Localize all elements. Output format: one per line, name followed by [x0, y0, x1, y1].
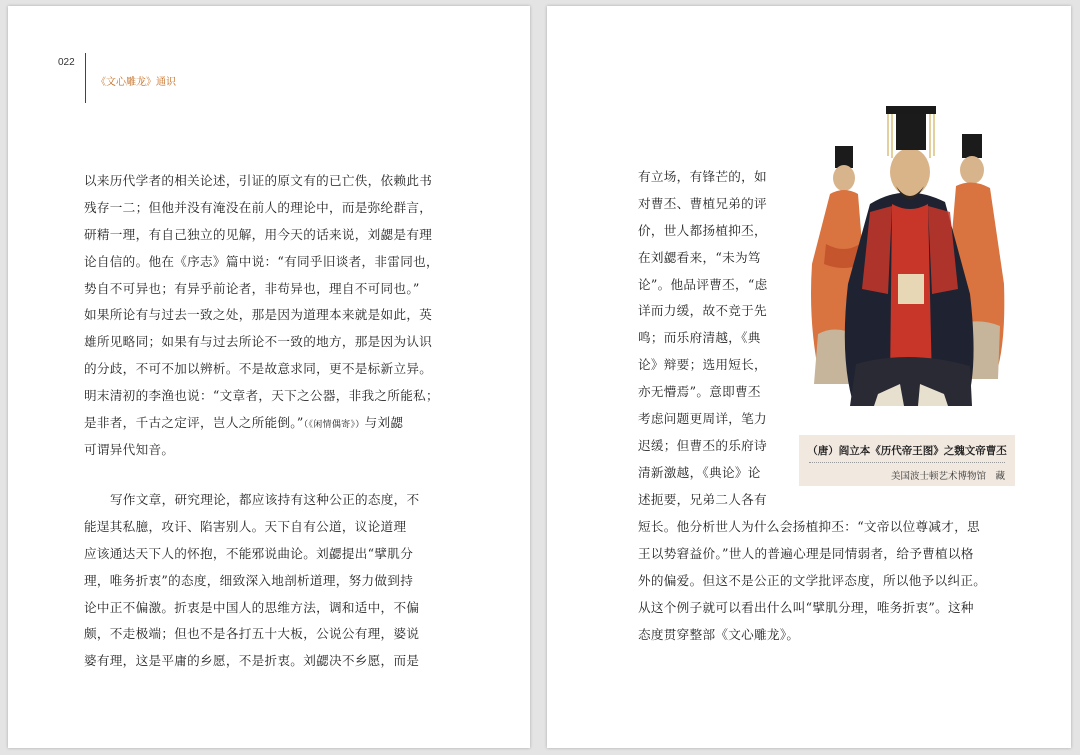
text-line: [84, 410, 439, 437]
right-page: [547, 6, 1071, 748]
text-line: 王以势窘益价。”世人的普遍心理是同情弱者，给予曹植以格: [638, 545, 974, 561]
text-line: 论”。他品评曹丕，“虑: [638, 276, 768, 292]
text-line: 颇，不走极端；但也不是各打五十大板，公说公有理，婆说: [84, 626, 420, 642]
page-number: 022: [58, 57, 75, 68]
text-fragment: 与刘勰: [364, 415, 404, 431]
caption-credit: 美国波士顿艺术博物馆 藏: [890, 471, 1005, 482]
text-line: 研精一理，有自己独立的见解，用今天的话来说，刘勰是有理: [84, 226, 433, 242]
right-paragraph-1: [638, 164, 768, 514]
text-line: 述扼要，兄弟二人各有: [638, 491, 767, 507]
text-line: 以来历代学者的相关论述，引证的原文有的已亡佚，依赖此书: [84, 173, 433, 188]
text-fragment: 是非者，千古之定评，岂人之所能倒。”: [84, 415, 304, 431]
text-line: 写作文章，研究理论，都应该持有这种公正的态度，不: [110, 492, 420, 507]
text-line: 在刘勰看来，“未为笃: [638, 249, 761, 265]
emperor-figure: [845, 106, 974, 406]
running-head: 《文心雕龙》通识: [96, 77, 176, 88]
text-line: 雄所见略同；如果有与过去所论不一致的地方，那是因为认识: [84, 334, 433, 350]
text-line: 理，唯务折衷”的态度，细致深入地剖析道理，努力做到持: [84, 572, 414, 588]
text-line: 外的偏爱。但这不是公正的文学批评态度，所以他予以纠正。: [638, 572, 987, 588]
text-line: 明末清初的李渔也说：“文章者，天下之公器，非我之所能私；: [84, 388, 439, 404]
text-line: 对曹丕、曹植兄弟的评: [638, 195, 767, 211]
text-line: 残存一二；但他并没有淹没在前人的理论中，而是弥纶群言，: [84, 199, 433, 215]
text-line: 鸣；而乐府清越，《典: [638, 330, 761, 346]
left-paragraph-2: [84, 487, 419, 675]
right-paragraph-2: [638, 514, 986, 648]
text-line: 婆有理，这是平庸的乡愿，不是折衷。刘勰决不乡愿，而是: [84, 653, 420, 669]
text-line: 可谓异代知音。: [84, 441, 175, 457]
text-line: 势自不可异也；有异乎前论者，非苟异也，理自不可同也。”: [84, 280, 420, 296]
emperor-portrait-image: [800, 94, 1016, 417]
figure-caption: [799, 435, 1015, 486]
header-rule: [85, 53, 86, 103]
text-line: 的分歧，不可不加以辨析。不是故意求同，更不是标新立异。: [84, 361, 433, 377]
source-note: （《闲情偶寄》）: [303, 420, 365, 431]
text-line: 论中正不偏激。折衷是中国人的思维方法，调和适中，不偏: [84, 599, 420, 615]
text-line: 短长。他分析世人为什么会扬植抑丕：“文帝以位尊减才，思: [638, 519, 980, 534]
caption-title: （唐）阎立本《历代帝王图》之魏文帝曹丕: [807, 445, 1007, 457]
text-line: 论》辩要；选用短长，: [638, 357, 767, 373]
text-line: 如果所论有与过去一致之处，那是因为道理本来就是如此，英: [84, 307, 433, 323]
text-line: 详而力缓，故不竞于先: [638, 303, 767, 319]
text-line: 能逞其私臆，攻讦、陷害别人。天下自有公道，议论道理: [84, 518, 407, 534]
text-line: 清新激越，《典论》论: [638, 464, 761, 480]
caption-divider: [809, 462, 1005, 463]
text-line: 从这个例子就可以看出什么叫“擘肌分理，唯务折衷”。这种: [638, 599, 974, 615]
text-line: 有立场，有锋芒的，如: [638, 169, 767, 184]
text-line: 应该通达天下人的怀抱，不能邪说曲论。刘勰提出“擘肌分: [84, 545, 414, 561]
text-line: 价，世人都扬植抑丕，: [638, 222, 767, 238]
text-line: 论自信的。他在《序志》篇中说：“有同乎旧谈者，非雷同也，: [84, 253, 439, 269]
text-line: 态度贯穿整部《文心雕龙》。: [638, 626, 800, 642]
left-paragraph-1: [84, 168, 439, 464]
left-page: [8, 6, 530, 748]
text-line: 迟缓；但曹丕的乐府诗: [638, 437, 767, 453]
text-line: 考虑问题更周详，笔力: [638, 411, 767, 427]
text-line: 亦无懵焉”。意即曹丕: [638, 384, 761, 400]
